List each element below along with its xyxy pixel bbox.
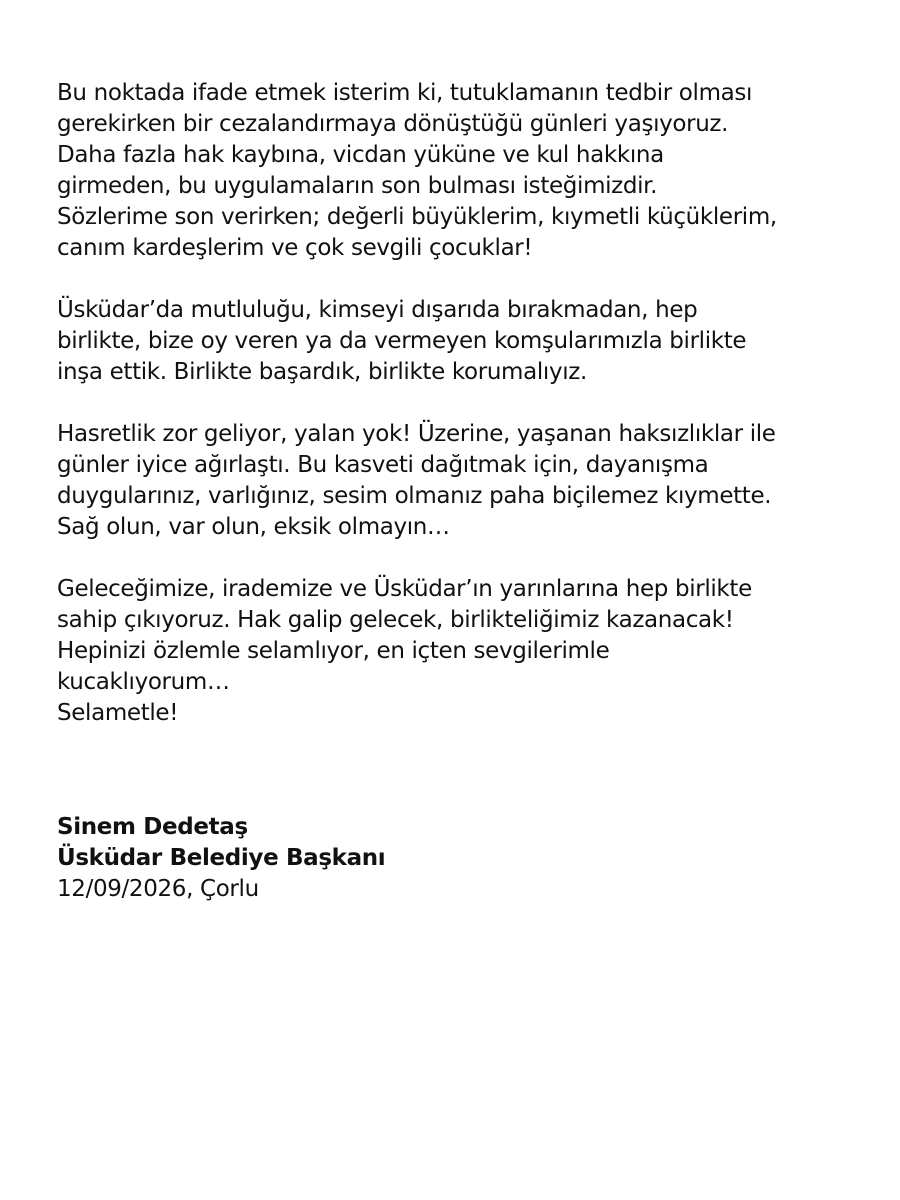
paragraph-2 [57,295,857,388]
paragraph-line: kucaklıyorum… [57,669,230,695]
signature-block [57,812,385,905]
paragraph-line: Hepinizi özlemle selamlıyor, en içten sevgilerimle [57,638,610,664]
paragraph-line: Hasretlik zor geliyor, yalan yok! Üzerine, yaşanan haksızlıklar ile [57,421,776,447]
paragraph-line: girmeden, bu uygulamaların son bulması isteğimizdir. [57,173,658,199]
paragraph-line: Üsküdar’da mutluluğu, kimseyi dışarıda bırakmadan, hep [57,297,698,323]
paragraph-line: birlikte, bize oy veren ya da vermeyen komşularımızla birlikte [57,328,747,354]
paragraph-3 [57,419,857,543]
paragraph-4 [57,574,857,729]
letter-body [57,78,857,729]
paragraph-line: Sağ olun, var olun, eksik olmayın… [57,514,450,540]
paragraph-line: canım kardeşlerim ve çok sevgili çocuklar! [57,235,533,261]
paragraph-line: gerekirken bir cezalandırmaya dönüştüğü günleri yaşıyoruz. [57,111,729,137]
paragraph-line: duygularınız, varlığınız, sesim olmanız paha biçilemez kıymette. [57,483,772,509]
paragraph-line: Bu noktada ifade etmek isterim ki, tutuklamanın tedbir olması [57,80,753,106]
signer-title: Üsküdar Belediye Başkanı [57,845,386,871]
paragraph-line: Geleceğimize, irademize ve Üsküdar’ın yarınlarına hep birlikte [57,576,752,602]
paragraph-line: Sözlerime son verirken; değerli büyüklerim, kıymetli küçüklerim, [57,204,777,230]
paragraph-line: sahip çıkıyoruz. Hak galip gelecek, birlikteliğimiz kazanacak! [57,607,734,633]
signature-date-place: 12/09/2026, Çorlu [57,876,259,902]
paragraph-line: inşa ettik. Birlikte başardık, birlikte korumalıyız. [57,359,587,385]
paragraph-1 [57,78,857,264]
signer-name: Sinem Dedetaş [57,814,248,840]
paragraph-line: günler iyice ağırlaştı. Bu kasveti dağıtmak için, dayanışma [57,452,709,478]
closing-line: Selametle! [57,700,179,726]
paragraph-line: Daha fazla hak kaybına, vicdan yüküne ve kul hakkına [57,142,664,168]
